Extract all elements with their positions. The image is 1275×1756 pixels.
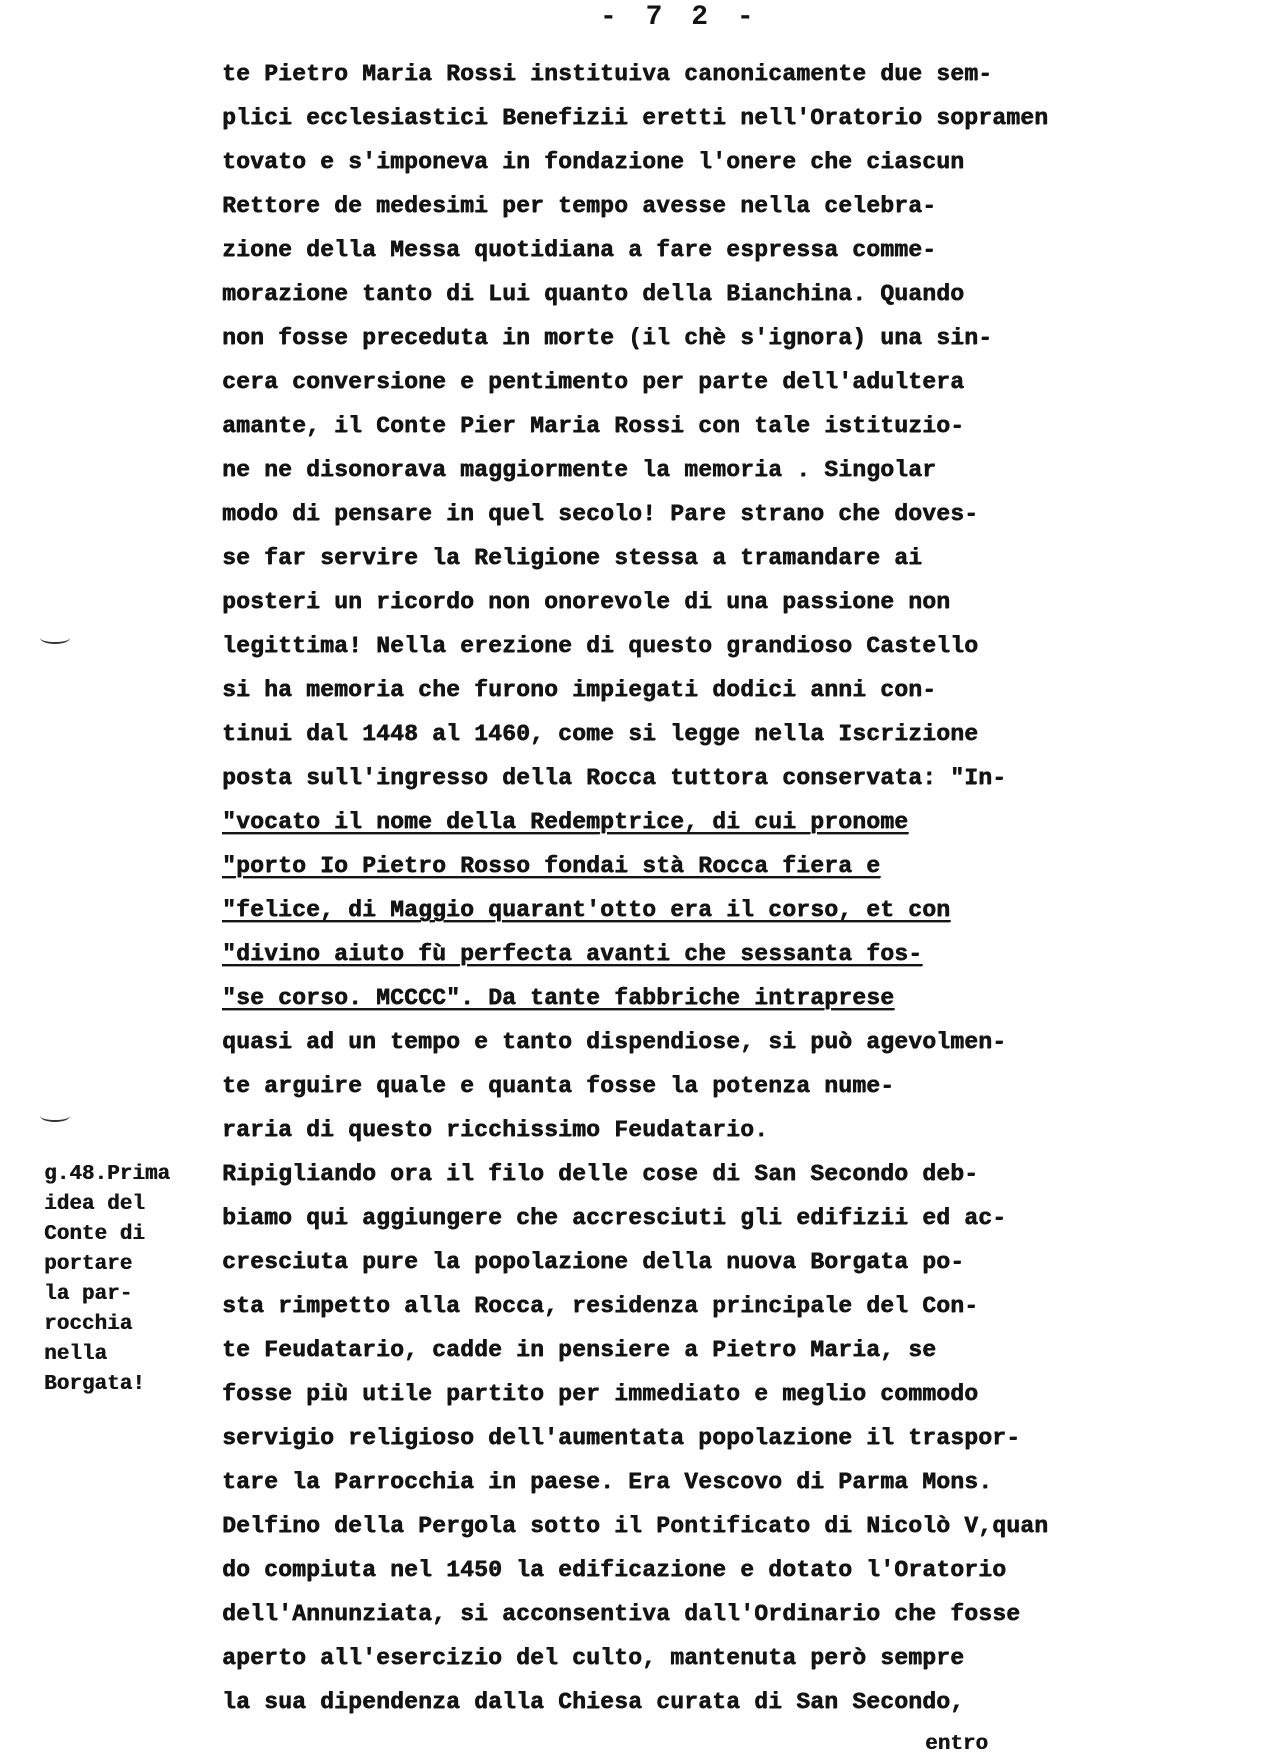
text-line: legittima! Nella erezione di questo grandioso Castello (222, 633, 979, 659)
text-line: morazione tanto di Lui quanto della Bianchina. Quando (222, 281, 965, 307)
text-line: non fosse preceduta in morte (il chè s'ignora) una sin- (222, 325, 993, 351)
text-line: tinui dal 1448 al 1460, come si legge nella Iscrizione (222, 721, 979, 747)
text-line: sta rimpetto alla Rocca, residenza principale del Con- (222, 1293, 979, 1319)
text-line: biamo qui aggiungere che accresciuti gli edifizii ed ac- (222, 1205, 1007, 1231)
inscription-line: "se corso. MCCCC". Da tante fabbriche intraprese (222, 985, 895, 1011)
text-line: plici ecclesiastici Benefizii eretti nell'Oratorio sopramen (222, 105, 1049, 131)
text-line: la sua dipendenza dalla Chiesa curata di San Secondo, (222, 1689, 965, 1715)
margin-mark (40, 1110, 70, 1122)
text-line: Delfino della Pergola sotto il Pontificato di Nicolò V,quan (222, 1513, 1049, 1539)
margin-note (44, 1160, 204, 1400)
text-line: dell'Annunziata, si acconsentiva dall'Ordinario che fosse (222, 1601, 1021, 1627)
text-line: cresciuta pure la popolazione della nuova Borgata po- (222, 1249, 965, 1275)
margin-note-line: Borgata! (44, 1373, 145, 1396)
inscription-line: "felice, di Maggio quarant'otto era il corso, et con (222, 897, 951, 923)
text-line: te Feudatario, cadde in pensiere a Pietro Maria, se (222, 1337, 937, 1363)
text-line: posta sull'ingresso della Rocca tuttora conservata: "In- (222, 765, 1007, 791)
margin-note-line: rocchia (44, 1313, 133, 1336)
text-line: Rettore de medesimi per tempo avesse nella celebra- (222, 193, 937, 219)
margin-note-line: g.48.Prima (44, 1163, 171, 1186)
text-line: aperto all'esercizio del culto, mantenuta però sempre (222, 1645, 965, 1671)
margin-note-line: idea del (44, 1193, 145, 1216)
text-line: ne ne disonorava maggiormente la memoria . Singolar (222, 457, 937, 483)
text-line: tare la Parrocchia in paese. Era Vescovo di Parma Mons. (222, 1469, 993, 1495)
page-number: - 7 2 - (600, 2, 760, 33)
text-line: si ha memoria che furono impiegati dodici anni con- (222, 677, 937, 703)
text-line: cera conversione e pentimento per parte dell'adultera (222, 369, 965, 395)
text-line: posteri un ricordo non onorevole di una passione non (222, 589, 951, 615)
text-line: modo di pensare in quel secolo! Pare strano che doves- (222, 501, 979, 527)
text-line: fosse più utile partito per immediato e meglio commodo (222, 1381, 979, 1407)
text-line: te arguire quale e quanta fosse la potenza nume- (222, 1073, 895, 1099)
margin-mark (40, 632, 70, 644)
text-line: zione della Messa quotidiana a fare espressa comme- (222, 237, 937, 263)
text-line: amante, il Conte Pier Maria Rossi con tale istituzio- (222, 413, 965, 439)
margin-note-line: Conte di (44, 1223, 145, 1246)
margin-note-line: nella (44, 1343, 108, 1366)
inscription-line: "porto Io Pietro Rosso fondai stà Rocca fiera e (222, 853, 881, 879)
inscription-line: "divino aiuto fù perfecta avanti che sessanta fos- (222, 941, 923, 967)
text-line: raria di questo ricchissimo Feudatario. (222, 1117, 769, 1143)
catchword: entro (925, 1733, 989, 1756)
inscription-line: "vocato il nome della Redemptrice, di cui pronome (222, 809, 909, 835)
text-line: se far servire la Religione stessa a tramandare ai (222, 545, 923, 571)
main-text-block (222, 52, 1102, 1724)
text-line: do compiuta nel 1450 la edificazione e dotato l'Oratorio (222, 1557, 1007, 1583)
text-line: servigio religioso dell'aumentata popolazione il traspor- (222, 1425, 1021, 1451)
text-line: tovato e s'imponeva in fondazione l'onere che ciascun (222, 149, 965, 175)
text-line: te Pietro Maria Rossi instituiva canonicamente due sem- (222, 61, 993, 87)
paragraph-start-line: Ripigliando ora il filo delle cose di San Secondo deb- (222, 1161, 979, 1187)
margin-note-line: la par- (44, 1283, 133, 1306)
text-line: quasi ad un tempo e tanto dispendiose, si può agevolmen- (222, 1029, 1007, 1055)
margin-note-line: portare (44, 1253, 133, 1276)
